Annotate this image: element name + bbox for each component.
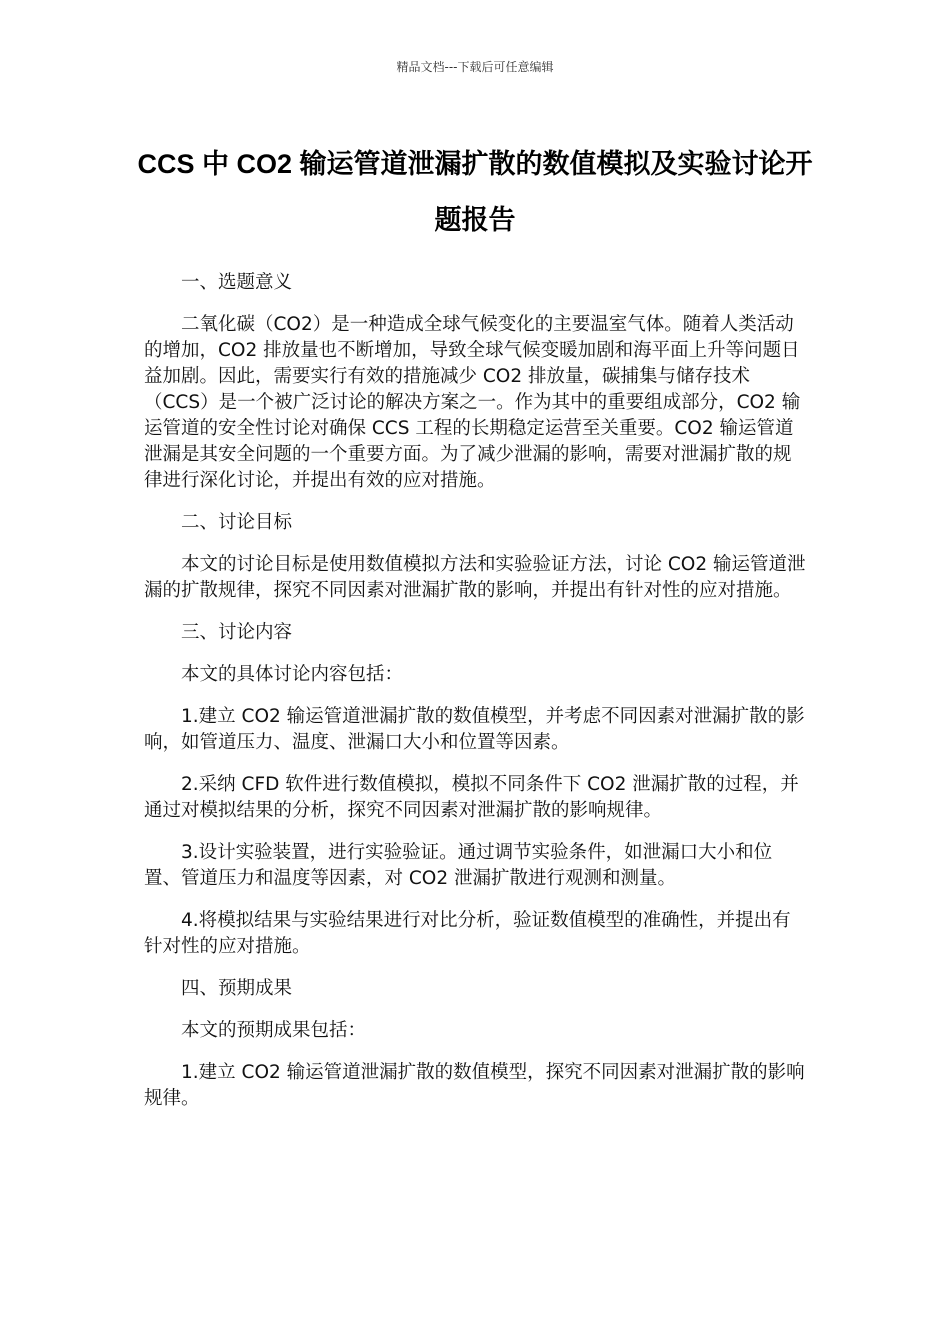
document-title: CCS 中 CO2 输运管道泄漏扩散的数值模拟及实验讨论开题报告 xyxy=(137,149,813,235)
paragraph-objectives: 本文的讨论目标是使用数值模拟方法和实验验证方法，讨论 CO2 输运管道泄漏的扩散规律，探究不同因素对泄漏扩散的影响，并提出有针对性的应对措施。 xyxy=(144,554,806,601)
list-item-content-1: 1.建立 CO2 输运管道泄漏扩散的数值模型，并考虑不同因素对泄漏扩散的影响，如管道压力、温度、泄漏口大小和位置等因素。 xyxy=(144,706,805,753)
list-item-content-3: 3.设计实验装置，进行实验验证。通过调节实验条件，如泄漏口大小和位置、管道压力和温度等因素，对 CO2 泄漏扩散进行观测和测量。 xyxy=(144,842,773,889)
section-heading-content: 三、讨论内容 xyxy=(181,622,293,643)
section-heading-expected-results: 四、预期成果 xyxy=(181,978,293,999)
document-body xyxy=(144,270,808,1128)
section-heading-objectives: 二、讨论目标 xyxy=(181,512,293,533)
list-item-content-2: 2.采纳 CFD 软件进行数值模拟，模拟不同条件下 CO2 泄漏扩散的过程，并通过对模拟结果的分析，探究不同因素对泄漏扩散的影响规律。 xyxy=(144,774,799,821)
paragraph-significance: 二氧化碳（CO2）是一种造成全球气候变化的主要温室气体。随着人类活动的增加，CO2 排放量也不断增加，导致全球气候变暖加剧和海平面上升等问题日益加剧。因此，需要实行有效的措施减少 CO2 排放量，碳捕集与储存技术（CCS）是一个被广泛讨论的解决方案之一。作为其中的重要组成部分，CO2 输运管道的安全性讨论对确保 CCS 工程的长期稳定运营至关重要。CO2 输运管道泄漏是其安全问题的一个重要方面。为了减少泄漏的影响，需要对泄漏扩散的规律进行深化讨论，并提出有效的应对措施。 xyxy=(144,314,801,491)
paragraph-results-intro: 本文的预期成果包括： xyxy=(181,1020,367,1041)
list-item-results-1: 1.建立 CO2 输运管道泄漏扩散的数值模型，探究不同因素对泄漏扩散的影响规律。 xyxy=(144,1062,805,1109)
page-header: 精品文档---下载后可任意编辑 xyxy=(396,60,554,74)
section-heading-significance: 一、选题意义 xyxy=(181,272,293,293)
list-item-content-4: 4.将模拟结果与实验结果进行对比分析，验证数值模型的准确性，并提出有针对性的应对措施。 xyxy=(144,910,791,957)
paragraph-content-intro: 本文的具体讨论内容包括： xyxy=(181,664,404,685)
